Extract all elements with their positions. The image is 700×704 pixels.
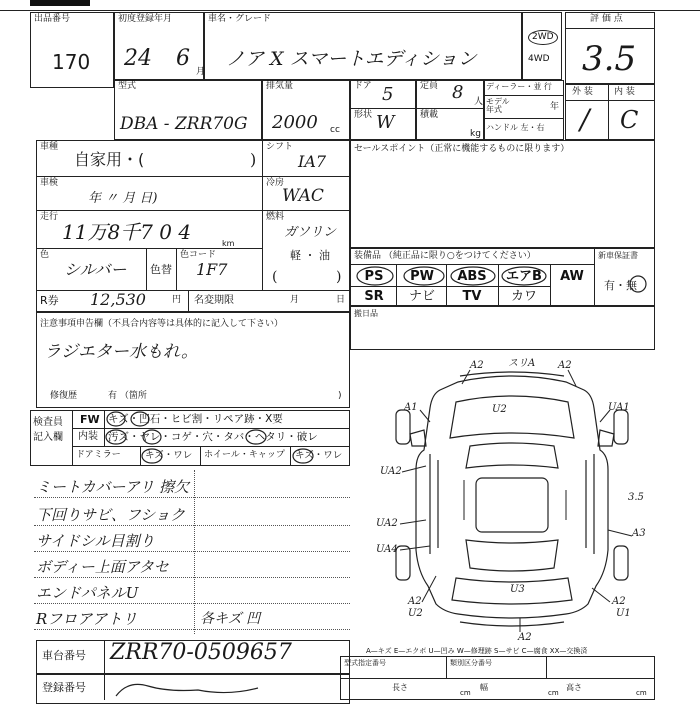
drive-4wd: 4WD bbox=[528, 54, 550, 64]
svg-text:UA2: UA2 bbox=[376, 518, 398, 529]
svg-text:UA1: UA1 bbox=[608, 402, 630, 413]
year-char: 年 bbox=[550, 102, 560, 112]
width-cm: cm bbox=[548, 689, 559, 697]
reg-number-label: 登録番号 bbox=[42, 681, 86, 694]
recycle: 12,530 bbox=[90, 290, 146, 309]
displacement-label: 排気量 bbox=[266, 81, 294, 91]
recycle-label: R券 bbox=[40, 294, 59, 307]
equip-ps: PS bbox=[364, 269, 384, 284]
svg-text:U3: U3 bbox=[510, 584, 525, 595]
equipment-circles bbox=[350, 262, 650, 308]
door-label: ドア bbox=[354, 81, 372, 91]
model-year-label: モデル年式 bbox=[486, 97, 510, 114]
cc-unit: cc bbox=[330, 125, 340, 135]
doors: 5 bbox=[382, 84, 394, 105]
fuel-label: 燃料 bbox=[266, 212, 285, 222]
displacement: 2000 bbox=[272, 112, 318, 133]
expiry-day: 日 bbox=[336, 295, 346, 305]
model-label: 型式 bbox=[118, 81, 137, 91]
score-label: 評 価 点 bbox=[590, 14, 623, 24]
handnote-7: 各キズ 凹 bbox=[200, 611, 261, 627]
car-name-label: 車名・グレード bbox=[208, 14, 272, 24]
color-label: 色 bbox=[40, 250, 50, 260]
equip-sr: SR bbox=[364, 289, 384, 304]
person-unit: 人 bbox=[474, 97, 484, 107]
shift: IA7 bbox=[298, 152, 327, 171]
equip-abs: ABS bbox=[457, 269, 487, 284]
handnote-5: エンドパネルU bbox=[36, 584, 139, 602]
expiry-month: 月 bbox=[290, 295, 300, 305]
mileage: 11万8千7 0 4 bbox=[62, 220, 192, 244]
mirror-items: キズ・ワレ bbox=[145, 450, 193, 461]
notes: ラジエター水もれ。 bbox=[44, 342, 199, 362]
header-strip bbox=[0, 0, 700, 11]
svg-text:A2: A2 bbox=[558, 360, 572, 371]
fuel: ガソリン bbox=[284, 225, 337, 240]
drive-2wd: 2WD bbox=[528, 30, 558, 45]
svg-text:A1: A1 bbox=[404, 402, 418, 413]
equip-leather: カワ bbox=[510, 289, 537, 304]
use-close: ) bbox=[250, 150, 257, 169]
sales-label: セールスポイント（正常に機能するものに限ります） bbox=[354, 144, 570, 154]
handle-label: ハンドル 左・右 bbox=[486, 123, 545, 132]
capacity-label: 定員 bbox=[420, 81, 439, 91]
mileage-label: 走行 bbox=[40, 212, 59, 222]
svg-text:3.5: 3.5 bbox=[628, 492, 644, 503]
int-grade: C bbox=[620, 106, 639, 134]
equip-aw: AW bbox=[560, 269, 584, 284]
repair-value: 有 （箇所 bbox=[108, 391, 147, 401]
svg-text:スリA: スリA bbox=[508, 358, 536, 369]
shift-label: シフト bbox=[266, 142, 294, 152]
delivery-label: 搬日品 bbox=[354, 309, 378, 318]
svg-text:A2: A2 bbox=[612, 596, 626, 607]
expiry-label: 名変期限 bbox=[194, 295, 234, 306]
fw-items: キズ・凹石・ヒビ割・リペア跡・X要 bbox=[108, 413, 283, 425]
shape-label: 形状 bbox=[354, 110, 373, 120]
svg-text:A3: A3 bbox=[632, 528, 646, 539]
lot-number-label: 出品番号 bbox=[34, 14, 71, 24]
handnote-6: Rフロアアトリ bbox=[36, 610, 138, 628]
int-label: 内 装 bbox=[614, 87, 635, 97]
svg-text:UA4: UA4 bbox=[376, 544, 398, 555]
inspector-label-1: 検査員 bbox=[33, 417, 63, 428]
svg-text:U2: U2 bbox=[408, 608, 423, 619]
handnote-4: ボディー上面アタセ bbox=[36, 558, 169, 576]
chassis-label: 車台番号 bbox=[42, 649, 86, 662]
equipment-label: 装備品 （純正品に限り○をつけてください） bbox=[354, 251, 536, 261]
ext-label: 外 装 bbox=[572, 87, 593, 97]
yen-unit: 円 bbox=[172, 295, 182, 305]
reg-date-label: 初度登録年月 bbox=[118, 14, 173, 24]
svg-text:A2: A2 bbox=[518, 632, 532, 643]
repair-close: ) bbox=[338, 391, 342, 401]
notes-label: 注意事項申告欄（不具合内容等は具体的に記入して下さい） bbox=[40, 319, 284, 329]
load-label: 積載 bbox=[420, 110, 439, 120]
lot-number: 170 bbox=[52, 50, 91, 74]
ac: WAC bbox=[282, 186, 324, 206]
capacity: 8 bbox=[452, 82, 464, 103]
svg-text:A2: A2 bbox=[470, 360, 484, 371]
drive-box bbox=[522, 12, 562, 80]
svg-text:U1: U1 bbox=[616, 608, 631, 619]
cert-label: 型式指定番号 bbox=[344, 659, 386, 667]
use-label: 車種 bbox=[40, 142, 59, 152]
svg-text:U2: U2 bbox=[492, 404, 507, 415]
int-inspect-items: 汚ズ・ヤレ・コゲ・穴・タバ・ヘタリ・破レ bbox=[108, 431, 318, 443]
handnote-3: サイドシル目割り bbox=[36, 532, 155, 550]
class-label: 類別区分番号 bbox=[450, 659, 492, 667]
int-inspect-label: 内装 bbox=[78, 431, 98, 442]
fuel-paren-close: ) bbox=[336, 269, 342, 285]
reg-month: 6 bbox=[176, 46, 190, 71]
length-cm: cm bbox=[460, 689, 471, 697]
month-unit: 月 bbox=[196, 67, 206, 77]
svg-text:UA2: UA2 bbox=[380, 466, 402, 477]
damage-legend: A—キズ E—エクボ U—凹み W—修理跡 S—サビ C—腐食 XX—交換済 bbox=[366, 647, 588, 655]
use-value: 自家用・( bbox=[74, 150, 145, 169]
wheel-label: ホイール・キャップ bbox=[204, 450, 285, 460]
reg-year: 24 bbox=[124, 46, 152, 71]
inspect-label: 車検 bbox=[40, 178, 59, 188]
car-damage-diagram bbox=[370, 350, 655, 650]
mirror-label: ドアミラー bbox=[76, 450, 121, 460]
km-unit: km bbox=[222, 239, 235, 248]
shape: W bbox=[376, 112, 395, 133]
delivery-box bbox=[350, 306, 655, 350]
height-cm: cm bbox=[636, 689, 647, 697]
ac-label: 冷房 bbox=[266, 178, 285, 188]
fuel-paren-open: ( bbox=[272, 269, 278, 285]
header-strip-mark bbox=[30, 0, 90, 6]
car-name: ノア X スマートエディション bbox=[226, 48, 477, 70]
reg-number-scribble bbox=[108, 676, 348, 700]
inspector-circles bbox=[100, 408, 350, 468]
fuel-diesel: 軽 ・ 油 bbox=[290, 249, 330, 262]
color-code: 1F7 bbox=[196, 260, 228, 279]
sales-box bbox=[350, 140, 655, 248]
repair-label: 修復歴 bbox=[50, 391, 78, 401]
color-code-label: 色コード bbox=[180, 250, 217, 260]
equip-pw: PW bbox=[410, 269, 434, 284]
inspect-value: 年 〃 月 日) bbox=[88, 191, 158, 206]
svg-text:A2: A2 bbox=[408, 596, 422, 607]
equip-airbag: エアB bbox=[506, 269, 542, 284]
dealer-label: ディーラー・並 行 bbox=[486, 82, 552, 91]
height-label: 高さ bbox=[566, 683, 582, 692]
ext-grade: / bbox=[580, 103, 590, 136]
equip-navi: ナビ bbox=[408, 289, 435, 304]
warranty-label: 新車保証書 bbox=[598, 251, 638, 260]
warranty: 有・無 bbox=[604, 279, 637, 292]
width-label: 幅 bbox=[480, 683, 488, 692]
handnote-1: ミートカバーアリ 擦欠 bbox=[36, 478, 189, 496]
color: シルバー bbox=[64, 260, 127, 279]
wheel-items: キズ・ワレ bbox=[295, 450, 343, 461]
equip-tv: TV bbox=[462, 289, 482, 304]
color-change-label: 色替 bbox=[150, 263, 172, 276]
kg-unit: kg bbox=[470, 129, 481, 139]
model-code: DBA - ZRR70G bbox=[120, 114, 248, 134]
chassis-number: ZRR70-0509657 bbox=[110, 640, 292, 665]
inspector-label-2: 記入欄 bbox=[33, 432, 63, 443]
handnote-2: 下回りサビ、フショク bbox=[36, 506, 185, 524]
fw-label: FW bbox=[80, 413, 100, 426]
length-label: 長さ bbox=[392, 683, 408, 692]
score: 3.5 bbox=[582, 39, 637, 79]
